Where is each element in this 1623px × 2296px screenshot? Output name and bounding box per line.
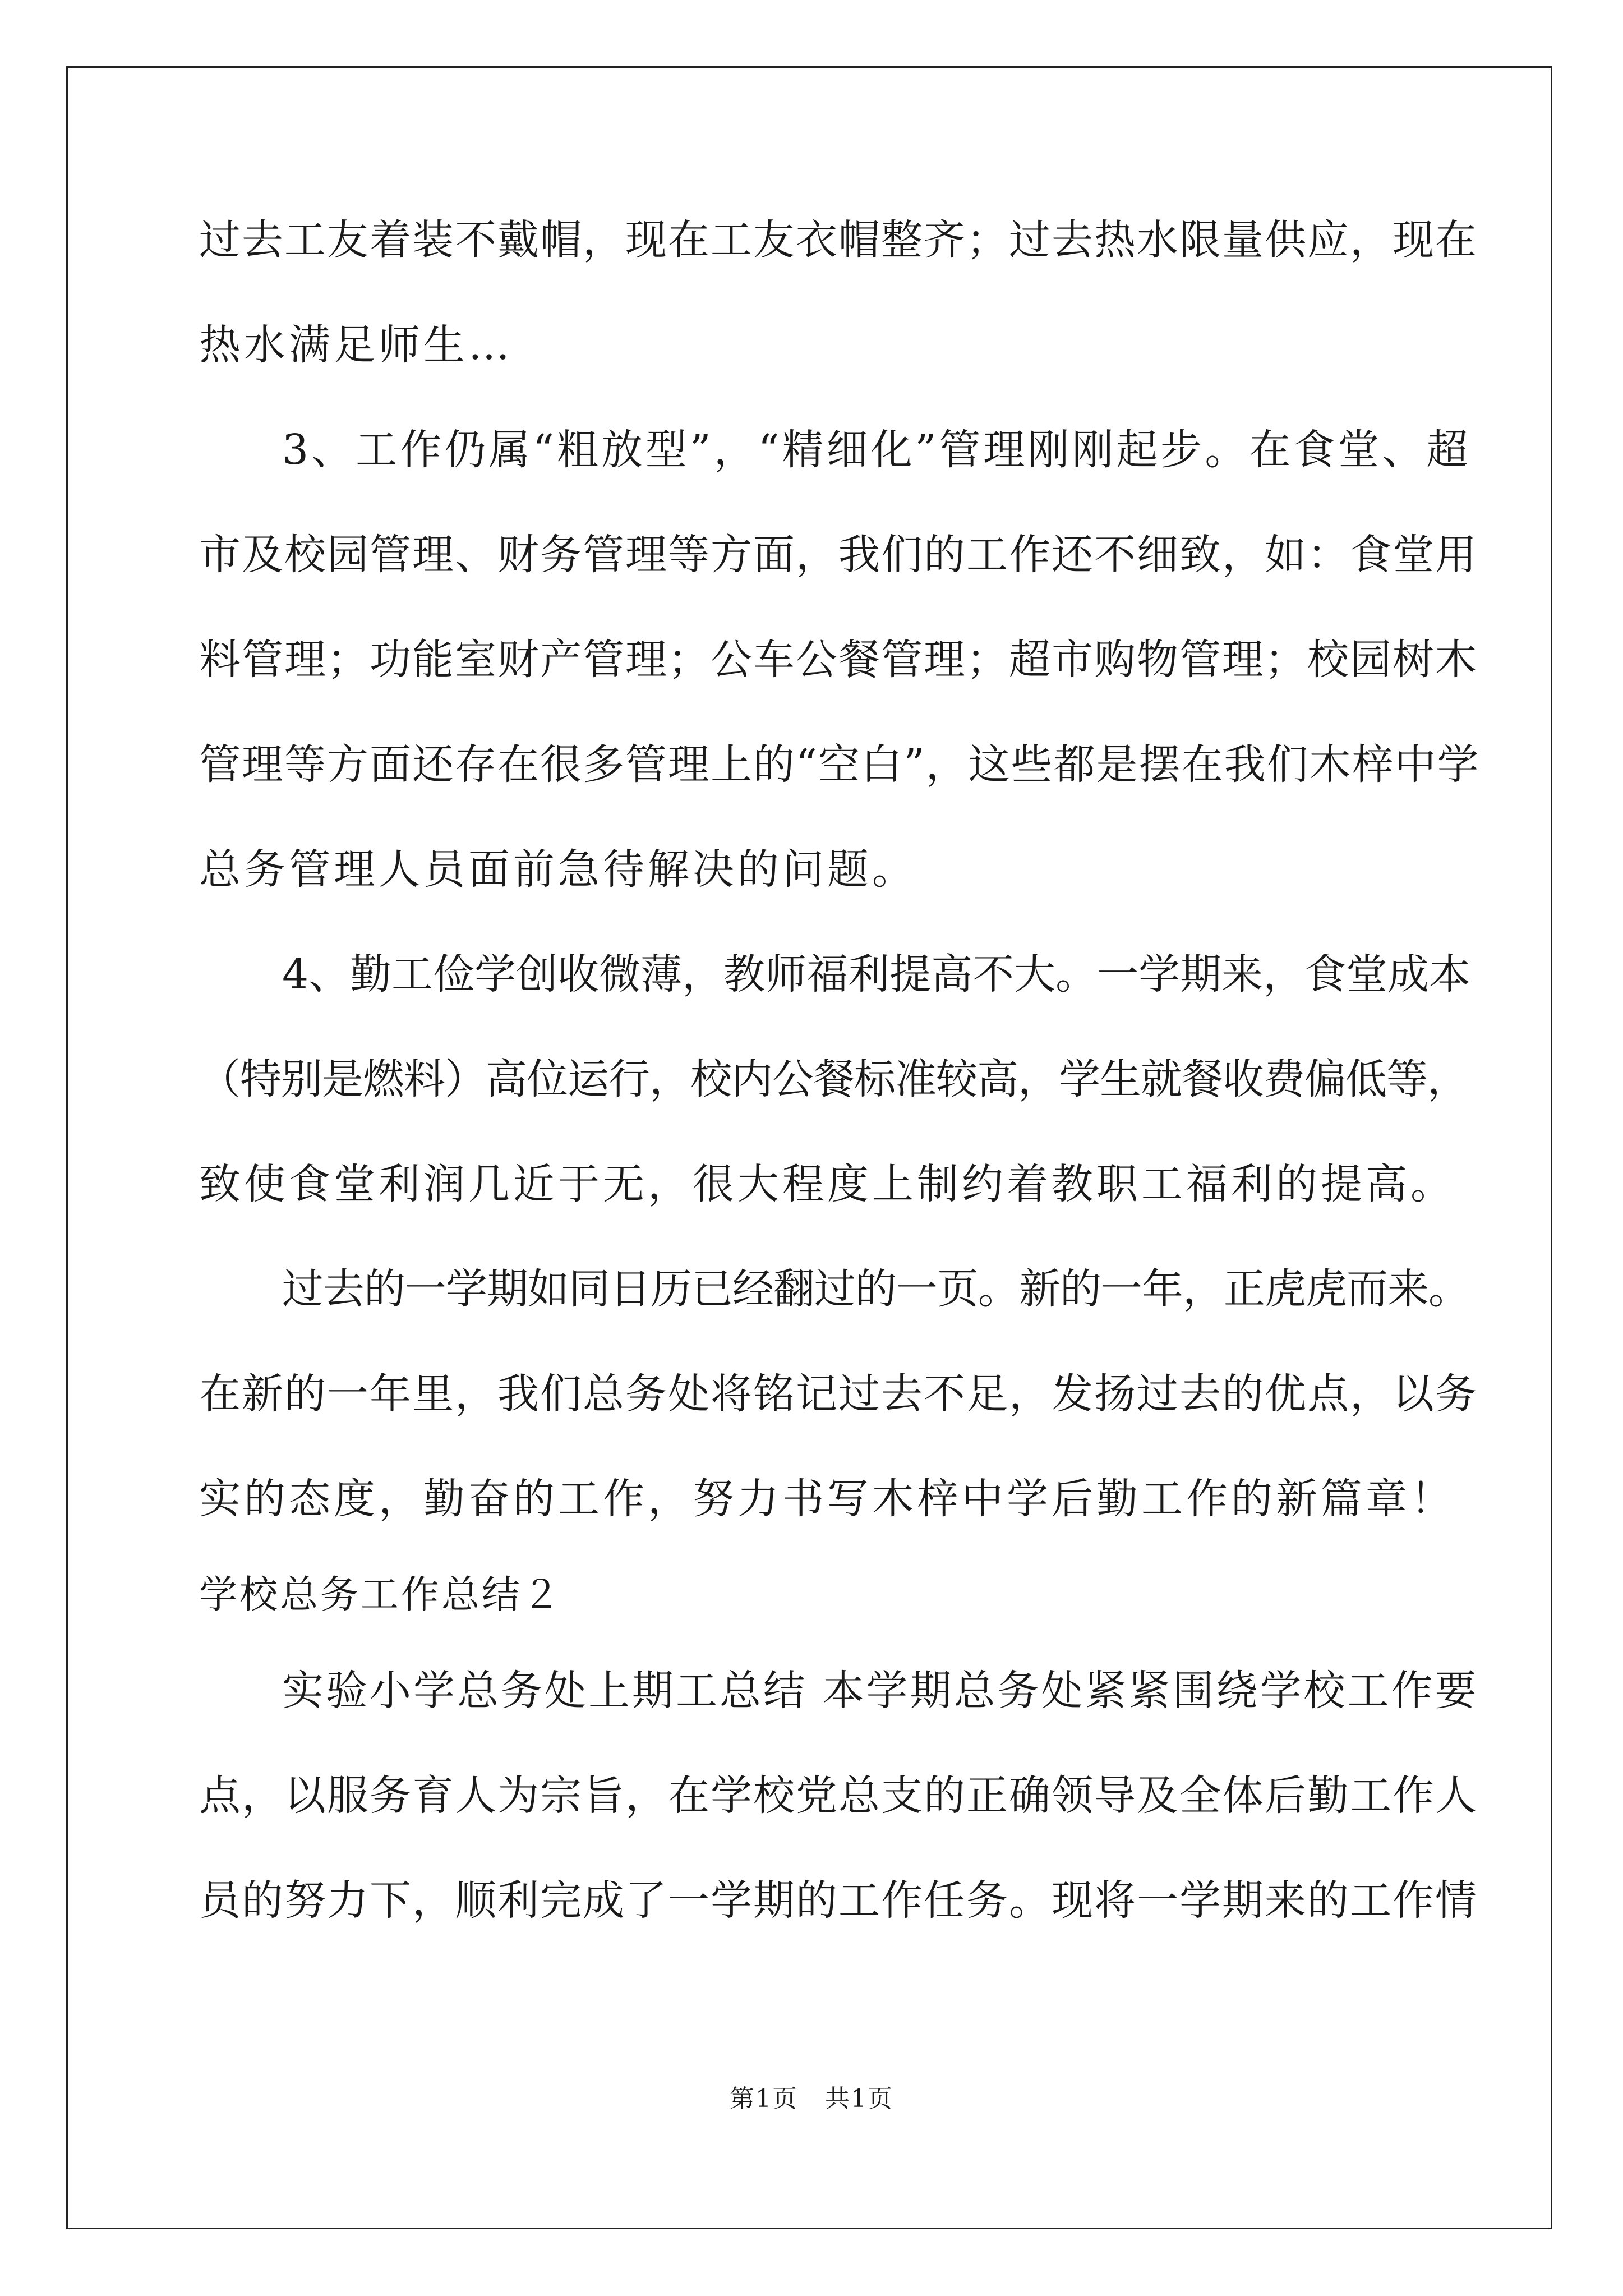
paragraph-line: 总务管理人员面前急待解决的问题。 bbox=[199, 845, 917, 894]
paragraph-line: 点，以服务育人为宗旨，在学校党总支的正确领导及全体后勤工作人 bbox=[199, 1772, 1478, 1820]
paragraph-line: 在新的一年里，我们总务处将铭记过去不足，发扬过去的优点，以务 bbox=[199, 1370, 1478, 1418]
paragraph-line: （特别是燃料）高位运行，校内公餐标准较高，学生就餐收费偏低等， bbox=[199, 1055, 1468, 1103]
paragraph-line: 致使食堂利润几近于无，很大程度上制约着教职工福利的提高。 bbox=[199, 1160, 1455, 1208]
paragraph-line: 实验小学总务处上期工总结 本学期总务处紧紧围绕学校工作要 bbox=[282, 1667, 1479, 1715]
paragraph-line: 过去工友着装不戴帽，现在工友衣帽整齐；过去热水限量供应，现在 bbox=[199, 216, 1478, 264]
paragraph-line: 市及校园管理、财务管理等方面，我们的工作还不细致，如：食堂用 bbox=[199, 531, 1478, 579]
page-number-footer: 第1页 共1页 bbox=[730, 2085, 893, 2113]
paragraph-line: 热水满足师生… bbox=[199, 321, 513, 369]
section-heading: 学校总务工作总结２ bbox=[199, 1573, 563, 1617]
paragraph-line: 4、勤工俭学创收微薄，教师福利提高不大。一学期来，食堂成本 bbox=[282, 950, 1471, 999]
paragraph-line: 管理等方面还存在很多管理上的“空白”，这些都是摆在我们木梓中学 bbox=[199, 740, 1480, 789]
paragraph-line: 实的态度，勤奋的工作，努力书写木梓中学后勤工作的新篇章！ bbox=[199, 1475, 1455, 1523]
paragraph-line: 3、工作仍属“粗放型”，“精细化”管理刚刚起步。在食堂、超 bbox=[282, 426, 1471, 474]
paragraph-line: 料管理；功能室财产管理；公车公餐管理；超市购物管理；校园树木 bbox=[199, 636, 1478, 684]
paragraph-line: 过去的一学期如同日历已经翻过的一页。新的一年，正虎虎而来。 bbox=[282, 1265, 1469, 1313]
paragraph-line: 员的努力下，顺利完成了一学期的工作任务。现将一学期来的工作情 bbox=[199, 1876, 1478, 1925]
